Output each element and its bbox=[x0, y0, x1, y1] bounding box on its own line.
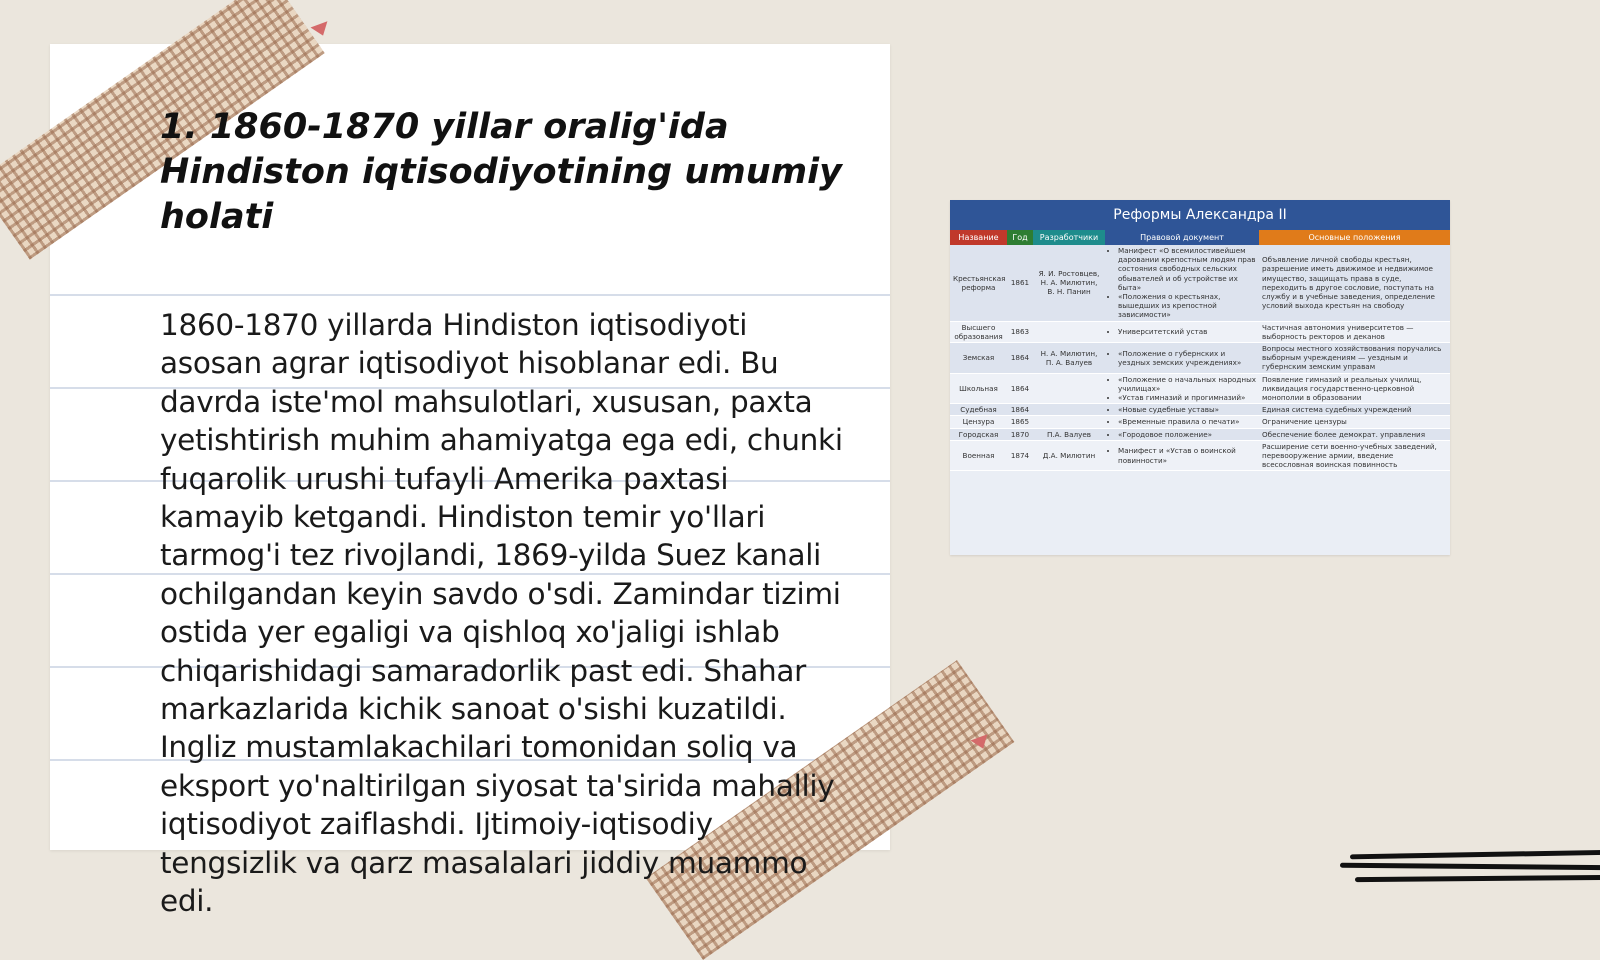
cell-document bbox=[1105, 343, 1259, 374]
reforms-table bbox=[950, 230, 1450, 471]
cell-provisions: Вопросы местного хозяйствования поручались выборным учреждениям — уездным и губернским земским управам bbox=[1259, 343, 1450, 374]
cell-document bbox=[1105, 373, 1259, 404]
cell-name: Городская bbox=[950, 428, 1007, 440]
document-item: • «Положение о губернских и уездных земских учреждениях» bbox=[1118, 349, 1256, 367]
header-provisions: Основные положения bbox=[1259, 230, 1450, 245]
cell-name: Судебная bbox=[950, 404, 1007, 416]
cell-document bbox=[1105, 404, 1259, 416]
table-row bbox=[950, 245, 1450, 321]
document-item: • «Устав гимназий и прогимназий» bbox=[1118, 393, 1256, 402]
reforms-table-body bbox=[950, 245, 1450, 471]
table-row bbox=[950, 321, 1450, 342]
cell-name: Высшего образования bbox=[950, 321, 1007, 342]
header-document: Правовой документ bbox=[1105, 230, 1259, 245]
cell-year: 1864 bbox=[1007, 404, 1033, 416]
cell-document bbox=[1105, 321, 1259, 342]
cell-developers: Я. И. Ростовцев, Н. А. Милютин, В. Н. Панин bbox=[1033, 245, 1105, 321]
slide-body-text: 1860-1870 yillarda Hindiston iqtisodiyoti asosan agrar iqtisodiyot hisoblanar edi. Bu davrda iste'mol mahsulotlari, xususan, paxta yetishtirish muhim ahamiyatga ega edi, chunki fuqarolik urushi tufayli Amerika paxtasi kamayib ketgandi. Hindiston temir yo'llari tarmog'i tez rivojlandi, 1869-yilda Suez kanali ochilgandan keyin savdo o'sdi. Zamindar tizimi ostida yer egaligi va qishloq xo'jaligi ishlab chiqarishidagi samaradorlik past edi. Shahar markazlarida kichik sanoat o'sishi kuzatildi. Ingliz mustamlakachilari tomonidan soliq va eksport yo'naltirilgan siyosat ta'sirida mahalliy iqtisodiyot zaiflashdi. Ijtimoiy-iqtisodiy tengsizlik va qarz masalalari jiddiy muammo edi. bbox=[160, 308, 843, 919]
cell-developers bbox=[1033, 404, 1105, 416]
cell-developers bbox=[1033, 416, 1105, 428]
decorative-scribble-lines bbox=[1350, 848, 1600, 888]
cell-provisions: Обеспечение более демократ. управления bbox=[1259, 428, 1450, 440]
cell-provisions: Объявление личной свободы крестьян, разрешение иметь движимое и недвижимое имущество, защищать права в суде, переходить в другое сословие, поступать на службу и в учебные заведения, определение условий выхода крестьян на свободу bbox=[1259, 245, 1450, 321]
cell-year: 1864 bbox=[1007, 373, 1033, 404]
table-row bbox=[950, 343, 1450, 374]
cell-provisions: Появление гимназий и реальных училищ, ликвидация государственно-церковной монополии в образовании bbox=[1259, 373, 1450, 404]
document-item: • Манифест «О всемилостивейшем даровании крепостным людям прав состояния свободных сельских обывателей и об устройстве их быта» bbox=[1118, 246, 1256, 292]
cell-developers: Н. А. Милютин, П. А. Валуев bbox=[1033, 343, 1105, 374]
cell-name: Крестьянская реформа bbox=[950, 245, 1007, 321]
cell-name: Цензура bbox=[950, 416, 1007, 428]
cell-document bbox=[1105, 416, 1259, 428]
document-item: • «Положение о начальных народных училищах» bbox=[1118, 375, 1256, 393]
document-item: • «Городовое положение» bbox=[1118, 430, 1256, 439]
reforms-table-header bbox=[950, 230, 1450, 245]
cell-name: Школьная bbox=[950, 373, 1007, 404]
cell-provisions: Единая система судебных учреждений bbox=[1259, 404, 1450, 416]
document-item: • «Положения о крестьянах, вышедших из крепостной зависимости» bbox=[1118, 292, 1256, 320]
header-developers: Разработчики bbox=[1033, 230, 1105, 245]
cell-year: 1865 bbox=[1007, 416, 1033, 428]
table-row bbox=[950, 404, 1450, 416]
cell-year: 1874 bbox=[1007, 440, 1033, 471]
cell-provisions: Частичная автономия университетов — выборность ректоров и деканов bbox=[1259, 321, 1450, 342]
cell-year: 1863 bbox=[1007, 321, 1033, 342]
cell-developers: П.А. Валуев bbox=[1033, 428, 1105, 440]
cell-year: 1864 bbox=[1007, 343, 1033, 374]
cell-year: 1861 bbox=[1007, 245, 1033, 321]
cell-developers bbox=[1033, 373, 1105, 404]
cell-name: Земская bbox=[950, 343, 1007, 374]
document-item: • «Временные правила о печати» bbox=[1118, 417, 1256, 426]
header-name: Название bbox=[950, 230, 1007, 245]
cell-document bbox=[1105, 440, 1259, 471]
paper-rule-line bbox=[50, 294, 890, 296]
cell-document bbox=[1105, 245, 1259, 321]
table-row bbox=[950, 440, 1450, 471]
header-year: Год bbox=[1007, 230, 1033, 245]
cell-developers bbox=[1033, 321, 1105, 342]
cell-developers: Д.А. Милютин bbox=[1033, 440, 1105, 471]
reforms-table-image bbox=[950, 200, 1450, 555]
slide-title: 1. 1860-1870 yillar oralig'ida Hindiston iqtisodiyotining umumiy holati bbox=[160, 107, 842, 237]
cell-year: 1870 bbox=[1007, 428, 1033, 440]
tape-corner-mark bbox=[310, 21, 331, 38]
reforms-table-title: Реформы Александра II bbox=[950, 200, 1450, 230]
cell-document bbox=[1105, 428, 1259, 440]
table-row bbox=[950, 428, 1450, 440]
table-row bbox=[950, 416, 1450, 428]
document-item: • Университетский устав bbox=[1118, 327, 1256, 336]
document-item: • Манифест и «Устав о воинской повинности» bbox=[1118, 446, 1256, 464]
cell-provisions: Расширение сети военно-учебных заведений, перевооружение армии, введение всесословная воинская повинность bbox=[1259, 440, 1450, 471]
cell-provisions: Ограничение цензуры bbox=[1259, 416, 1450, 428]
table-row bbox=[950, 373, 1450, 404]
cell-name: Военная bbox=[950, 440, 1007, 471]
document-item: • «Новые судебные уставы» bbox=[1118, 405, 1256, 414]
